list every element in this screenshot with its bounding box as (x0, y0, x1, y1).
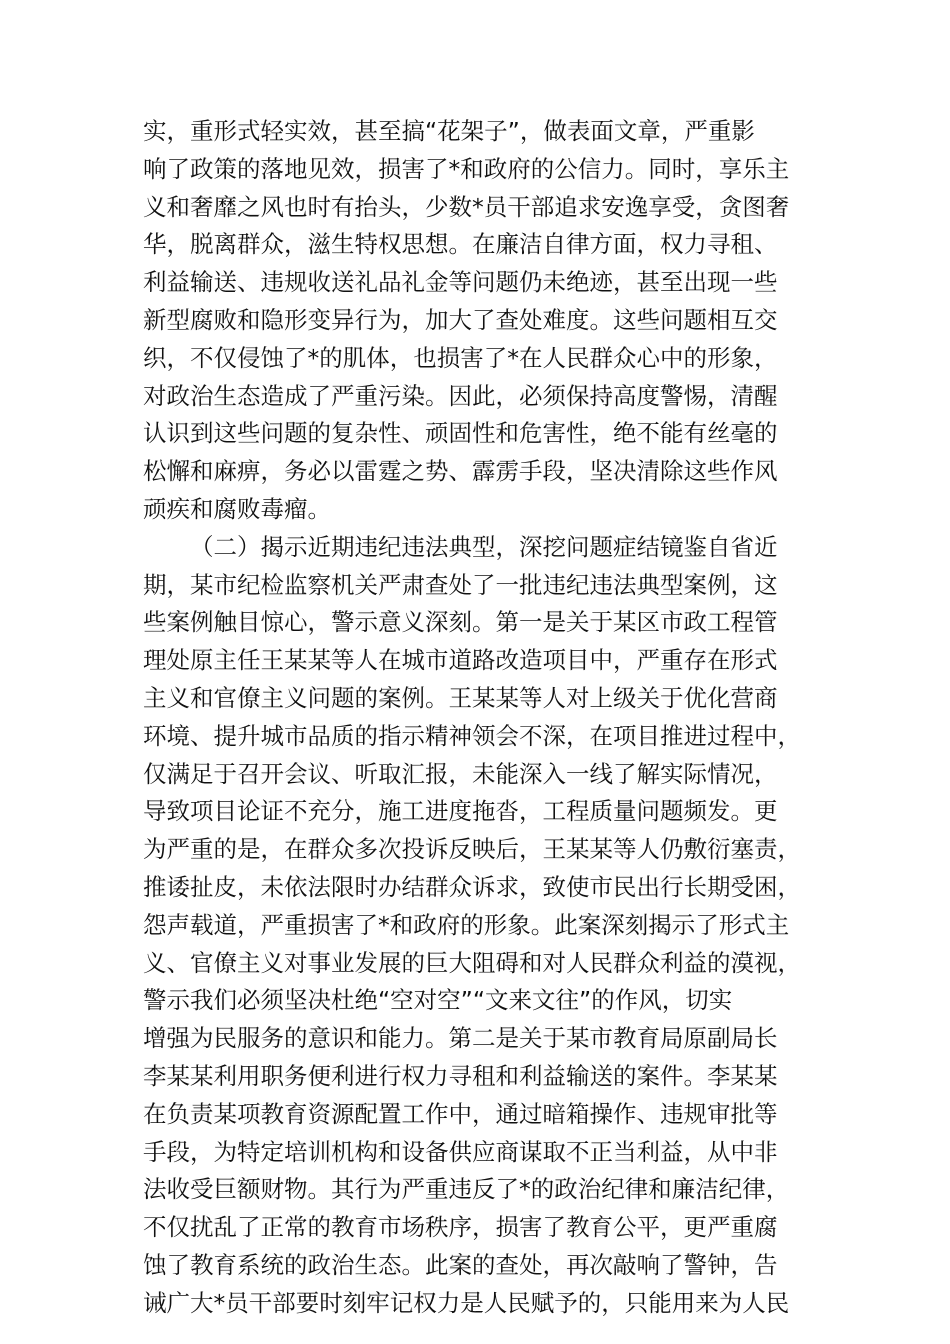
section-heading-line: （二）揭示近期违纪违法典型，深挖问题症结镜鉴自省近 (190, 532, 778, 561)
text-line: 义、官僚主义对事业发展的巨大阻碍和对人民群众利益的漠视， (143, 948, 801, 977)
text-line: 仅满足于召开会议、听取汇报，未能深入一线了解实际情况， (143, 759, 778, 788)
text-line: 期，某市纪检监察机关严肃查处了一批违纪违法典型案例，这 (143, 570, 778, 599)
text-line: 手段，为特定培训机构和设备供应商谋取不正当利益，从中非 (143, 1137, 778, 1166)
text-line: 实，重形式轻实效，甚至搞“花架子”，做表面文章，严重影 (143, 117, 755, 145)
text-line: 在负责某项教育资源配置工作中，通过暗箱操作、违规审批等 (143, 1099, 778, 1128)
text-line: 推诿扯皮，未依法限时办结群众诉求，致使市民出行长期受困， (143, 872, 801, 901)
text-line: 华，脱离群众，滋生特权思想。在廉洁自律方面，权力寻租、 (143, 230, 778, 259)
text-line: 为严重的是，在群众多次投诉反映后，王某某等人仍敷衍塞责， (143, 835, 801, 864)
text-line: 增强为民服务的意识和能力。第二是关于某市教育局原副局长 (143, 1024, 778, 1053)
text-line: 织，不仅侵蚀了*的肌体，也损害了*在人民群众心中的形象， (143, 343, 778, 372)
text-line: 认识到这些问题的复杂性、顽固性和危害性，绝不能有丝毫的 (143, 419, 778, 448)
text-line: 怨声载道，严重损害了*和政府的形象。此案深刻揭示了形式主 (143, 910, 790, 939)
text-line: 顽疾和腐败毒瘤。 (143, 494, 331, 523)
text-line: 蚀了教育系统的政治生态。此案的查处，再次敲响了警钟，告 (143, 1250, 778, 1279)
text-line: 主义和官僚主义问题的案例。王某某等人对上级关于优化营商 (143, 683, 778, 712)
text-line: 环境、提升城市品质的指示精神领会不深，在项目推进过程中， (143, 721, 801, 750)
text-line: 警示我们必须坚决杜绝“空对空”“文来文往”的作风，切实 (143, 986, 733, 1015)
text-line: 利益输送、违规收送礼品礼金等问题仍未绝迹，甚至出现一些 (143, 268, 778, 297)
text-line: 新型腐败和隐形变异行为，加大了查处难度。这些问题相互交 (143, 305, 778, 334)
text-line: 响了政策的落地见效，损害了*和政府的公信力。同时，享乐主 (143, 154, 790, 183)
text-line: 诫广大*员干部要时刻牢记权力是人民赋予的，只能用来为人民 (143, 1288, 790, 1317)
text-line: 理处原主任王某某等人在城市道路改造项目中，严重存在形式 (143, 646, 778, 675)
text-line: 松懈和麻痹，务必以雷霆之势、霹雳手段，坚决清除这些作风 (143, 457, 778, 486)
text-line: 法收受巨额财物。其行为严重违反了*的政治纪律和廉洁纪律， (143, 1175, 790, 1204)
text-line: 不仅扰乱了正常的教育市场秩序，损害了教育公平，更严重腐 (143, 1213, 778, 1242)
text-line: 李某某利用职务便利进行权力寻租和利益输送的案件。李某某 (143, 1061, 778, 1090)
body-text (143, 113, 823, 1323)
text-line: 些案例触目惊心，警示意义深刻。第一是关于某区市政工程管 (143, 608, 778, 637)
text-line: 导致项目论证不充分，施工进度拖沓，工程质量问题频发。更 (143, 797, 778, 826)
text-line: 义和奢靡之风也时有抬头，少数*员干部追求安逸享受，贪图奢 (143, 192, 790, 221)
text-line: 对政治生态造成了严重污染。因此，必须保持高度警惕，清醒 (143, 381, 778, 410)
